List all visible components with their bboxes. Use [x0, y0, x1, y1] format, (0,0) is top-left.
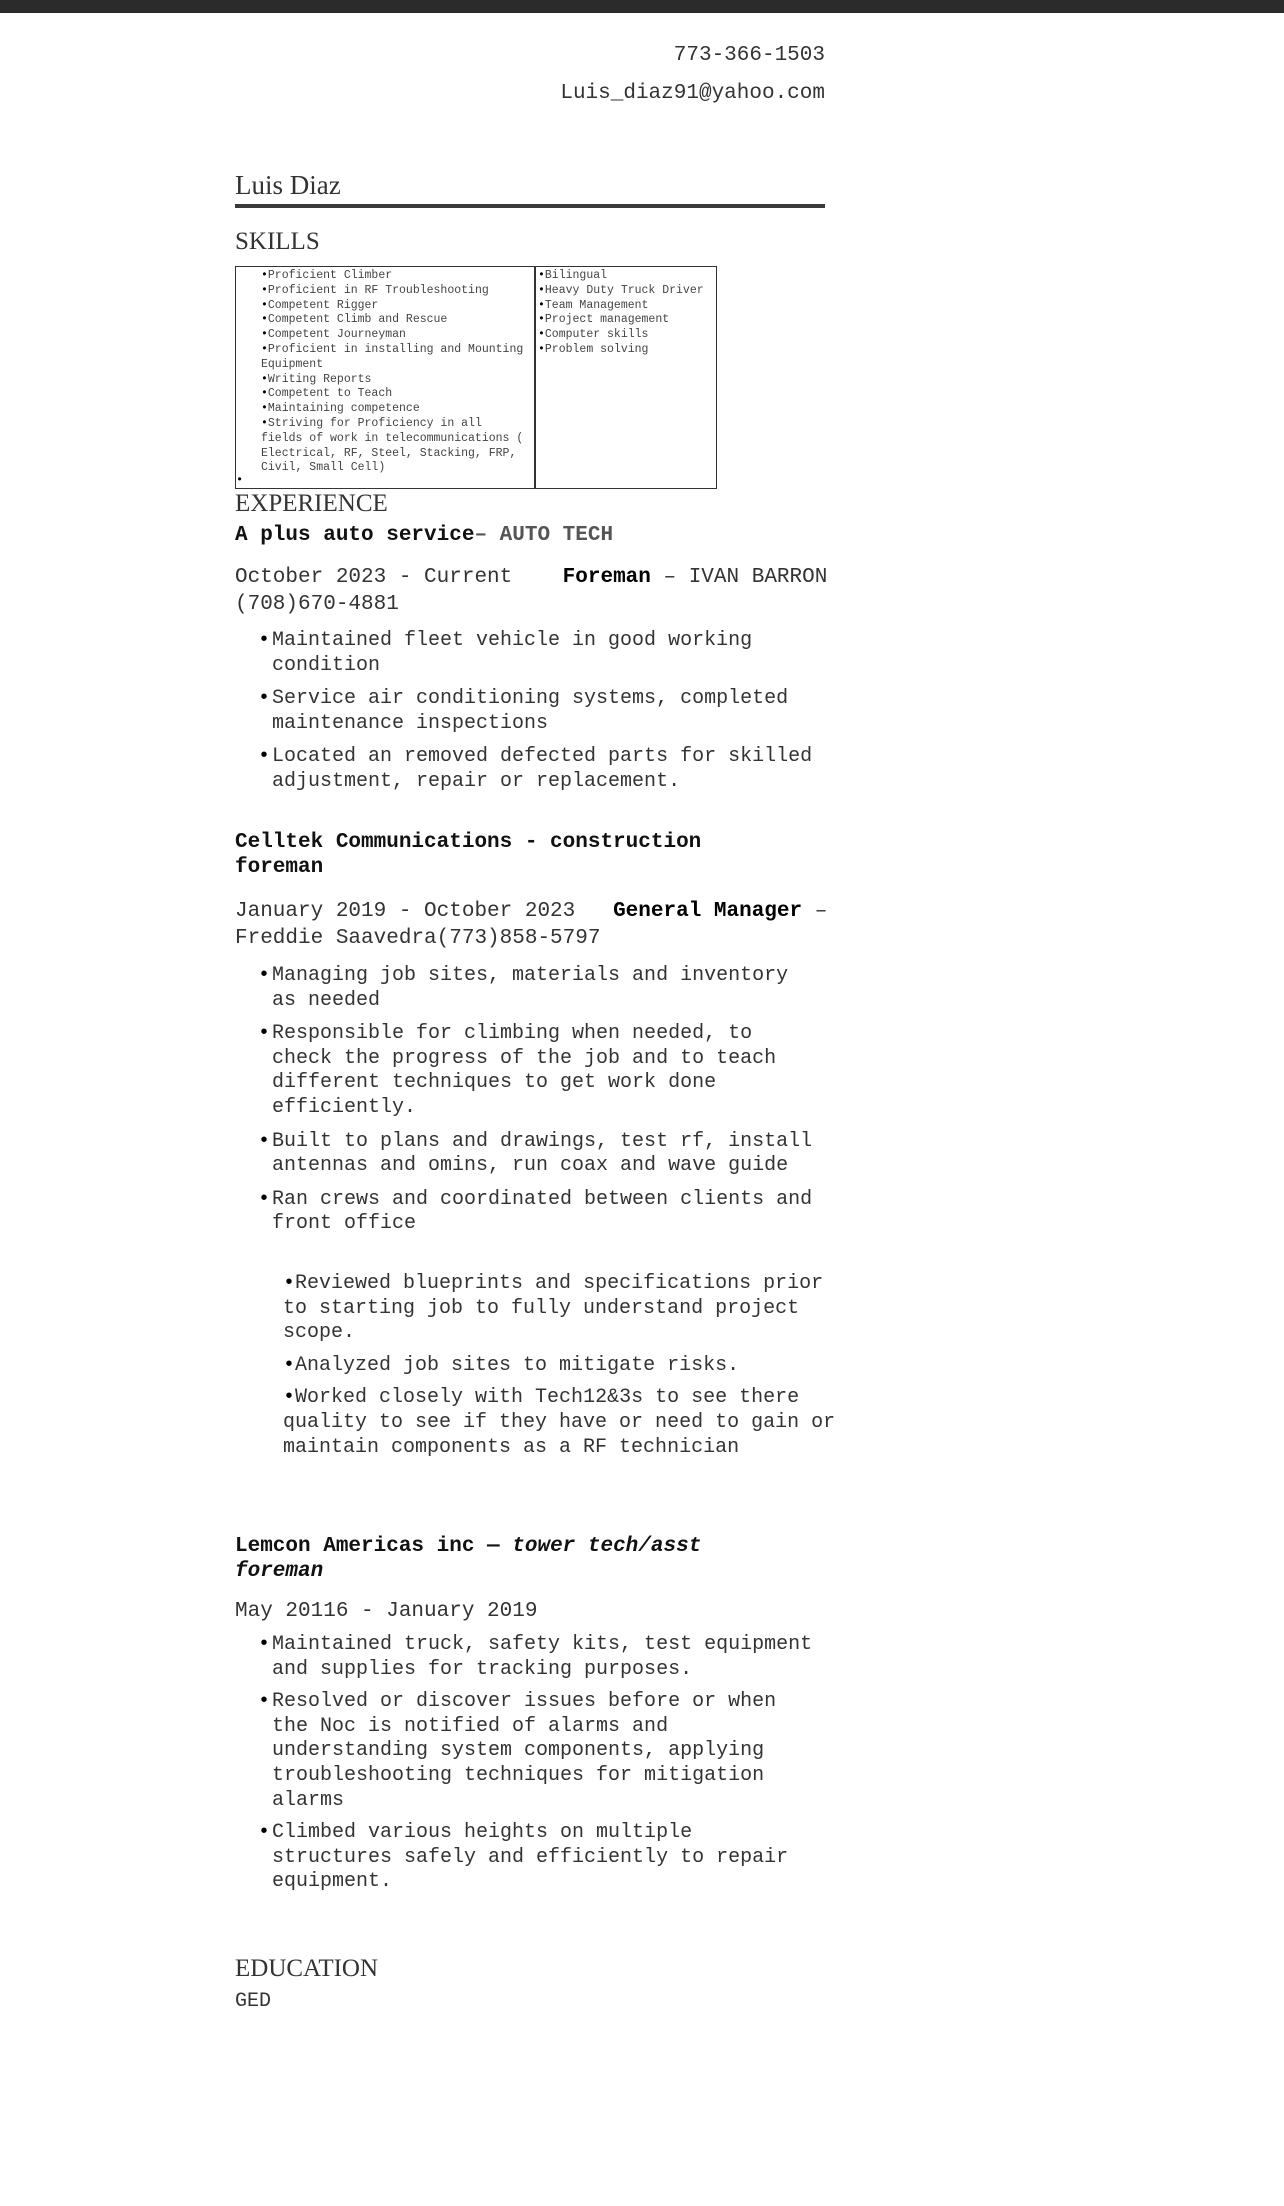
sub-bullet-item: • Analyzed job sites to mitigate risks. [283, 1354, 843, 1379]
skills-left-column [261, 269, 529, 476]
bullet-item: • Managing job sites, materials and inventory as needed [258, 964, 813, 1013]
job-reference: – Freddie Saavedra(773)858-5797 [235, 900, 828, 950]
experience-heading: EXPERIENCE [235, 490, 388, 517]
skill-item: • Competent Climb and Rescue [261, 313, 529, 328]
job-bullets [258, 1633, 823, 1903]
job-position: Foreman [562, 566, 651, 589]
job-dates: January 2019 - October 2023 [235, 900, 576, 923]
job-dates: May 20116 - January 2019 [235, 1600, 538, 1623]
skill-item: • Heavy Duty Truck Driver [538, 284, 716, 299]
job-sub-bullets [283, 1272, 843, 1468]
company-name: Lemcon Americas inc — [235, 1535, 500, 1558]
bullet-item: • Responsible for climbing when needed, to check the progress of the job and to teach different techniques to get work done efficiently. [258, 1022, 813, 1120]
bullet-item: • Service air conditioning systems, completed maintenance inspections [258, 687, 818, 736]
skills-table [235, 266, 717, 489]
sub-bullet-item: • Reviewed blueprints and specifications prior to starting job to fully understand project scope. [283, 1272, 843, 1346]
bullet-item: • Maintained fleet vehicle in good working condition [258, 629, 818, 678]
bullet-item: • Ran crews and coordinated between clients and front office [258, 1188, 813, 1237]
email-address: Luis_diaz91@yahoo.com [560, 82, 825, 105]
phone-number: 773-366-1503 [673, 44, 825, 67]
job-title-line [235, 830, 795, 880]
skill-item: • Proficient in installing and Mounting Equipment [261, 343, 529, 373]
job-reference: – IVAN BARRON (708)670-4881 [235, 566, 828, 616]
skill-item: • Proficient Climber [261, 269, 529, 284]
education-heading: EDUCATION [235, 1955, 379, 1982]
name-underline [235, 204, 825, 208]
sub-bullet-item: • Worked closely with Tech12&3s to see there quality to see if they have or need to gain or maintain components as a RF technician [283, 1386, 843, 1460]
empty-bullet: • [236, 473, 244, 487]
skill-item: • Writing Reports [261, 373, 529, 388]
bullet-item: • Located an removed defected parts for skilled adjustment, repair or replacement. [258, 745, 818, 794]
job-title-line [235, 1534, 795, 1584]
skill-item: • Project management [538, 313, 716, 328]
skill-item: • Competent Rigger [261, 299, 529, 314]
top-border [0, 0, 1284, 13]
skill-item: • Proficient in RF Troubleshooting [261, 284, 529, 299]
job-title-line [235, 523, 835, 548]
skills-right-column [538, 269, 716, 358]
bullet-item: • Built to plans and drawings, test rf, install antennas and omins, run coax and wave guide [258, 1130, 813, 1179]
skills-heading: SKILLS [235, 228, 320, 255]
job-meta [235, 898, 835, 952]
job-bullets [258, 964, 813, 1246]
skills-column-divider [534, 267, 536, 488]
skill-item: • Maintaining competence [261, 402, 529, 417]
skill-item: • Competent to Teach [261, 387, 529, 402]
job-position: General Manager [613, 900, 803, 923]
job-dates: October 2023 - Current [235, 566, 513, 589]
bullet-item: • Resolved or discover issues before or when the Noc is notified of alarms and understanding system components, applying troubleshooting techniques for mitigation alarms [258, 1690, 823, 1813]
job-bullets [258, 629, 818, 804]
skill-item: • Competent Journeyman [261, 328, 529, 343]
bullet-item: • Maintained truck, safety kits, test equipment and supplies for tracking purposes. [258, 1633, 823, 1682]
education-value: GED [235, 1990, 272, 2013]
skill-item: • Bilingual [538, 269, 716, 284]
job-role: – AUTO TECH [474, 524, 614, 547]
skill-item: • Team Management [538, 299, 716, 314]
bullet-item: • Climbed various heights on multiple structures safely and efficiently to repair equipment. [258, 1821, 823, 1895]
job-role: tower tech/asst foreman [235, 1535, 702, 1583]
applicant-name: Luis Diaz [235, 170, 341, 200]
skill-item: • Computer skills [538, 328, 716, 343]
skill-item: • Striving for Proficiency in all fields of work in telecommunications ( Electrical, RF, Steel, Stacking, FRP, Civil, Small Cell) [261, 417, 529, 476]
company-name: Celltek Communications - construction foreman [235, 831, 702, 879]
skill-item: • Problem solving [538, 343, 716, 358]
company-name: A plus auto service [235, 524, 475, 547]
job-meta [235, 564, 835, 618]
